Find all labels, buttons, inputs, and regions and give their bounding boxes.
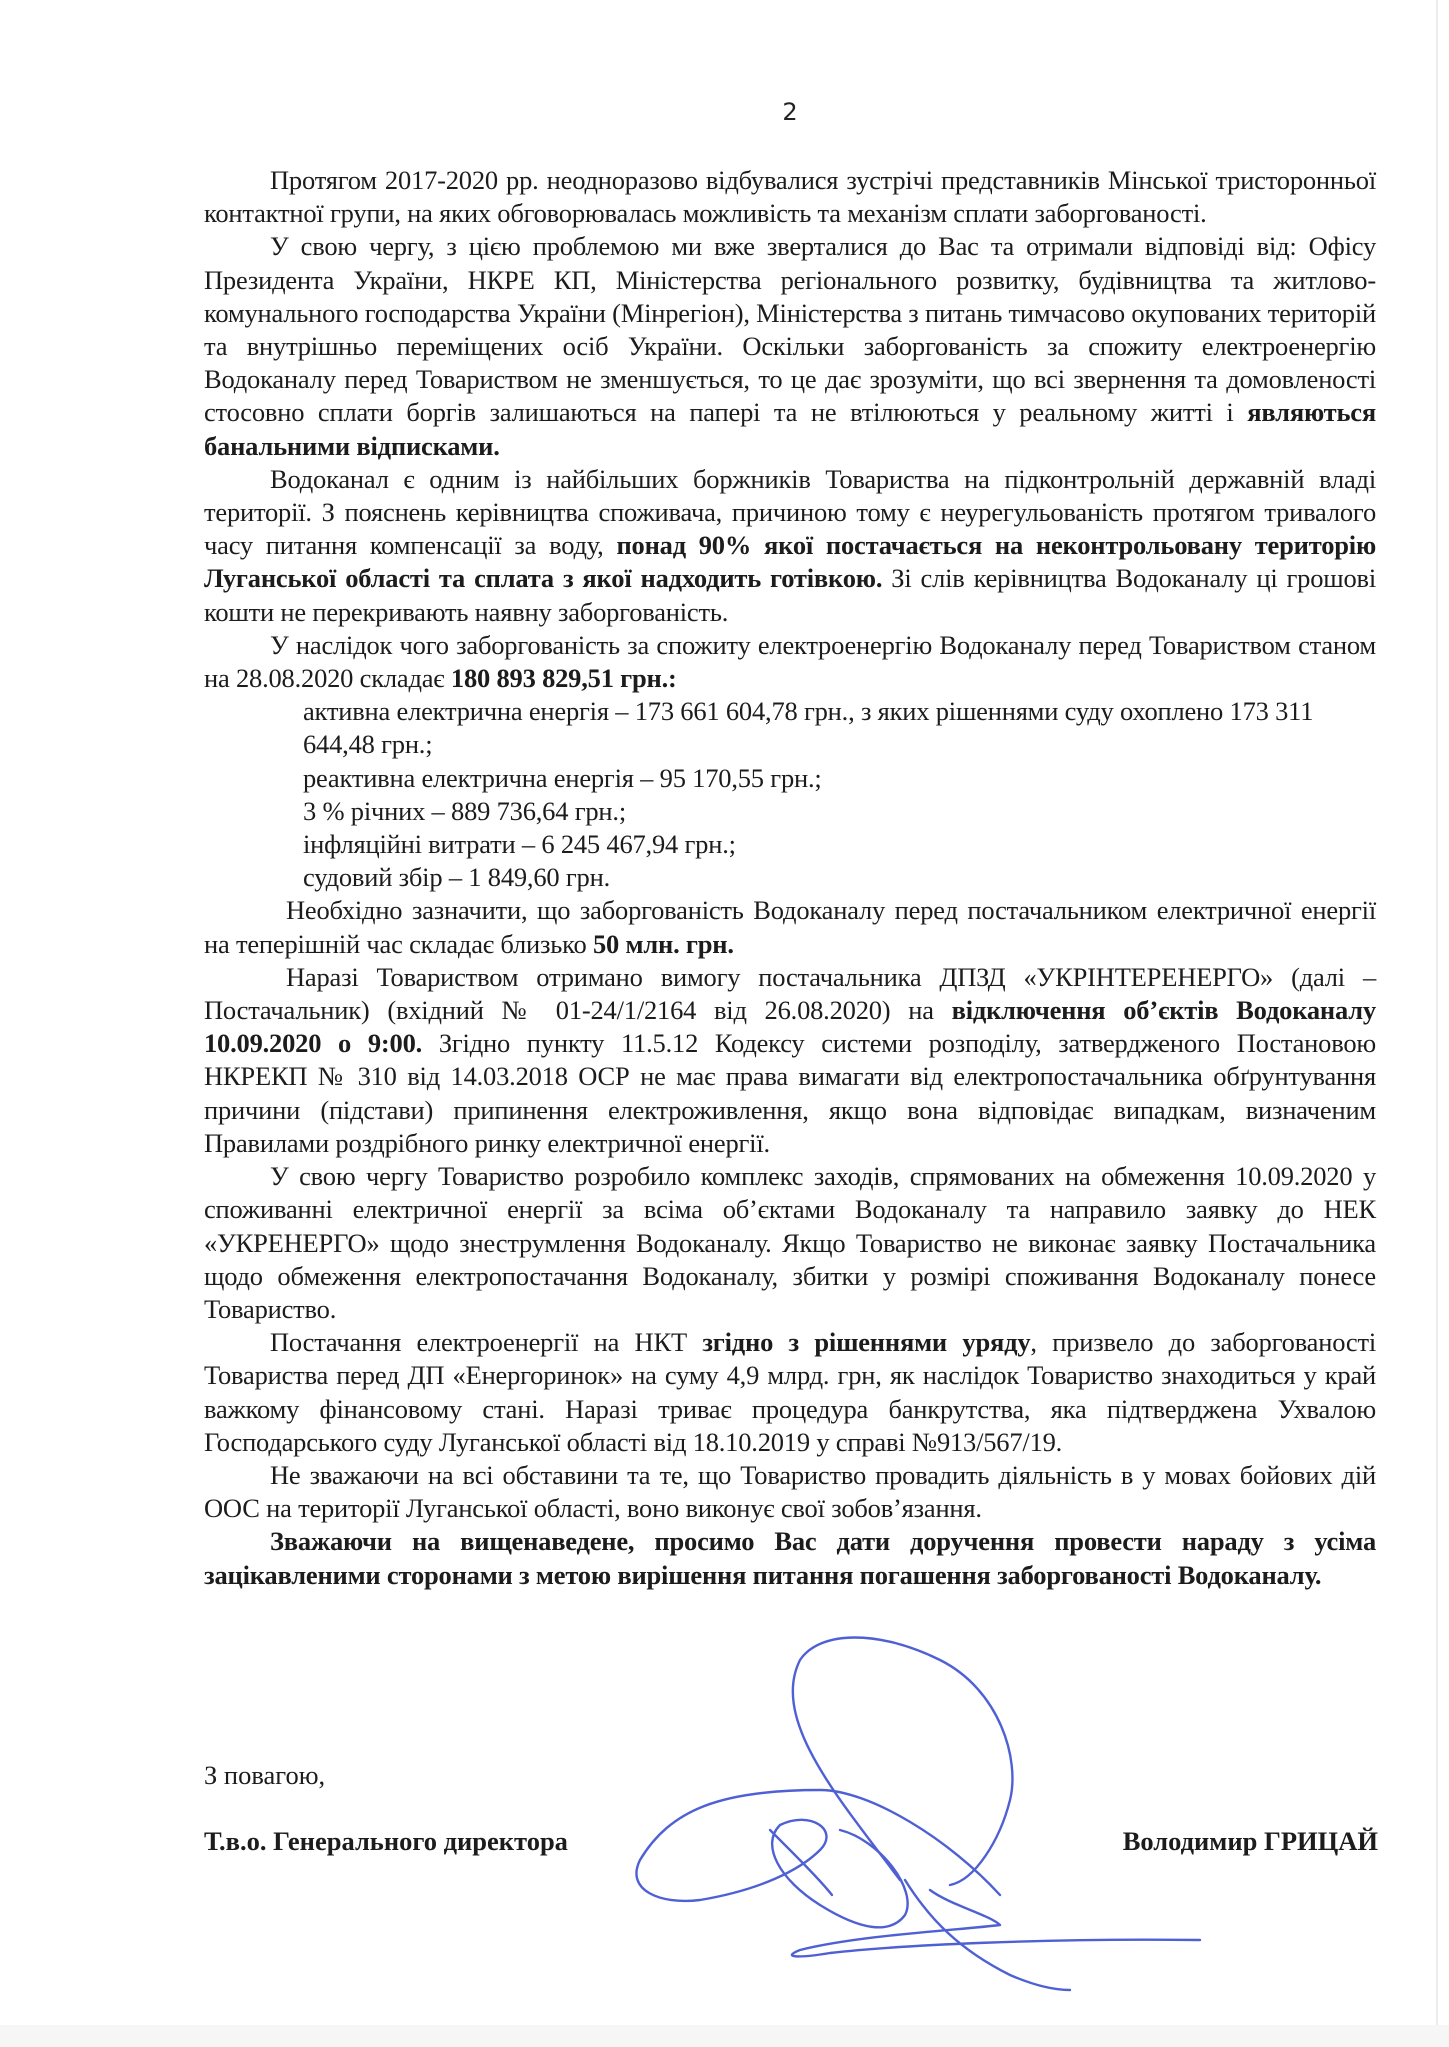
emphasis-text: являються банальними відписками. <box>204 397 1376 461</box>
paragraph-bankruptcy <box>204 1326 1376 1459</box>
emphasis-text: відключення об’єктів Водоканалу 10.09.2020 о 9:00. <box>204 995 1376 1059</box>
paragraph-supplier-debt <box>204 894 1376 960</box>
paragraph-previous-appeals <box>204 230 1376 462</box>
emphasis-text: згідно з рішеннями уряду <box>702 1327 1031 1358</box>
paragraph-text: У наслідок чого заборгованість за спожиту електроенергію Водоканалу перед Товариством станом на 28.08.2020 складає <box>204 629 1376 694</box>
debt-item-court-fee: судовий збір – 1 849,60 грн. <box>303 862 610 893</box>
signature-stroke-tail <box>792 1890 1200 1956</box>
signatory-name: Володимир ГРИЦАЙ <box>1122 1826 1378 1856</box>
paragraph-text: Постачання електроенергії на НКТ <box>270 1327 703 1358</box>
debt-item-reactive-energy: реактивна електрична енергія – 95 170,55 грн.; <box>303 762 822 793</box>
paragraph-text: Зі слів керівництва Водоканалу ці грошові кошти не перекривають наявну заборгованість. <box>204 563 1376 627</box>
signature-stroke-down <box>905 1880 1070 1990</box>
scan-bottom-strip <box>0 2025 1449 2047</box>
debt-item-inflation: інфляційні витрати – 6 245 467,94 грн.; <box>303 829 736 860</box>
emphasis-text: 50 млн. грн. <box>592 928 734 959</box>
letter-body <box>204 164 1376 1592</box>
paragraph-text: Водоканал є одним із найбільших боржників Товариства на підконтрольній державній владі території. З пояснень керівництва споживача, причиною тому є неурегульованість протягом тривалого часу питання компенсації за воду, <box>204 463 1376 561</box>
paragraph-disconnection-demand <box>204 961 1376 1160</box>
closing-regards: З повагою, <box>204 1760 326 1790</box>
paragraph-request <box>204 1525 1376 1591</box>
signature-stroke-loop <box>793 1638 1013 1886</box>
debt-item-annual-percent: 3 % річних – 889 736,64 грн.; <box>303 795 626 826</box>
page-number: 2 <box>782 98 798 126</box>
debt-total-amount: 180 893 829,51 грн.: <box>450 663 677 694</box>
paragraph-debt-total <box>204 629 1376 695</box>
emphasis-text: понад 90% якої постачається на неконтрольовану територію Луганської області та сплата з якої надходить готівкою. <box>204 530 1376 594</box>
debt-item-active-energy: активна електрична енергія – 173 661 604,78 грн., з яких рішеннями суду охоплено 173 311 644,48 грн.; <box>303 696 1314 760</box>
paragraph-text: У свою чергу, з цією проблемою ми вже зверталися до Вас та отримали відповіді від: Офісу Президента України, НКРЕ КП, Міністерства регіонального розвитку, будівництва та житлово-комунального господарства України (Мінрегіон), Міністерства з питань тимчасово окупованих територій та внутрішньо переміщених осіб України. Оскільки заборгованість за спожиту електроенергію Водоканалу перед Товариством не зменшується, то це дає зрозуміти, що всі звернення та домовленості стосовно сплати боргів залишаються на папері та не втілюються у реальному житті і <box>204 231 1377 428</box>
paragraph-vodokanal-debtor <box>204 463 1376 629</box>
paragraph-text: Наразі Товариством отримано вимогу постачальника ДПЗД «УКРІНТЕРЕНЕРГО» (далі – Постачальник) (вхідний № 01-24/1/2164 від 26.08.2020) на <box>204 961 1376 1026</box>
paragraph-measures: У свою чергу Товариство розробило комплекс заходів, спрямованих на обмеження 10.09.2020 у споживанні електричної енергії за всіма об’єктами Водоканалу та направило заявку до НЕК «УКРЕНЕРГО» щодо знеструмлення Водоканалу. Якщо Товариство не виконає заявку Постачальника щодо обмеження електропостачання Водоканалу, збитки у розмірі споживання Водоканалу понесе Товариство. <box>204 1161 1376 1324</box>
paragraph-text: Згідно пункту 11.5.12 Кодексу системи розподілу, затвердженого Постановою НКРЕКП № 310 від 14.03.2018 ОСР не має права вимагати від електропостачальника обґрунтування причини (підстави) припинення електроживлення, якщо вона відповідає випадкам, визначеним Правилами роздрібного ринку електричної енергії. <box>204 1028 1376 1158</box>
paragraph-text: Необхідно зазначити, що заборгованість Водоканалу перед постачальником електричної енергії на теперішній час складає близько <box>204 895 1376 959</box>
paragraph-minsk-group: Протягом 2017-2020 рр. неодноразово відбувалися зустрічі представників Мінської тристоронньої контактної групи, на яких обговорювалась можливість та механізм сплати заборгованості. <box>204 165 1376 229</box>
signature-stroke-left-loop <box>636 1790 1000 1927</box>
scan-edge-line <box>1436 0 1438 2030</box>
request-text: Зважаючи на вищенаведене, просимо Вас дати доручення провести нараду з усіма зацікавленими сторонами з метою вирішення питання погашення заборгованості Водоканалу. <box>204 1526 1376 1590</box>
signatory-position: Т.в.о. Генерального директора <box>204 1826 568 1856</box>
paragraph-obligations: Не зважаючи на всі обставини та те, що Товариство провадить діяльність в у мовах бойових дій ООС на території Луганської області, воно виконує свої зобов’язання. <box>204 1459 1376 1524</box>
debt-breakdown-list <box>204 695 1376 894</box>
paragraph-text: , призвело до заборгованості Товариства перед ДП «Енергоринок» на суму 4,9 млрд. грн, як наслідок Товариство знаходиться у край важкому фінансовому стані. Наразі триває процедура банкрутства, яка підтверджена Ухвалою Господарського суду Луганської області від 18.10.2019 у справі №913/567/19. <box>204 1327 1377 1457</box>
signature-stroke-inner <box>770 1830 832 1895</box>
